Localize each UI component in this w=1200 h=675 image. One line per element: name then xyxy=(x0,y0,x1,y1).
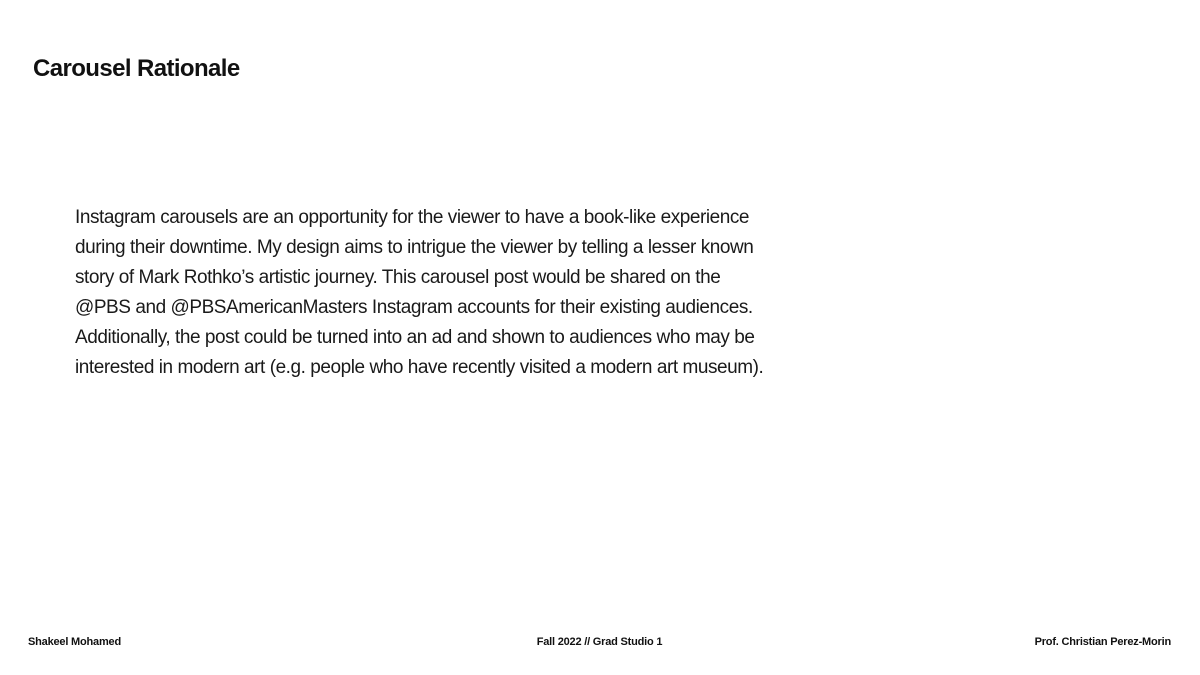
rationale-paragraph: Instagram carousels are an opportunity for the viewer to have a book-like experience during their downtime. My design aims to intrigue the viewer by telling a lesser known story of Mark Rothko’s artistic journey. This carousel post would be shared on the @PBS and @PBSAmericanMasters Instagram accounts for their existing audiences. Additionally, the post could be turned into an ad and shown to audiences who may be interested in modern art (e.g. people who have recently visited a modern art museum). xyxy=(75,207,764,378)
slide-footer xyxy=(28,634,1171,650)
footer-course: Fall 2022 // Grad Studio 1 xyxy=(536,636,663,648)
footer-author: Shakeel Mohamed xyxy=(28,636,121,648)
slide-title: Carousel Rationale xyxy=(33,55,240,82)
footer-professor: Prof. Christian Perez-Morin xyxy=(1034,636,1171,648)
